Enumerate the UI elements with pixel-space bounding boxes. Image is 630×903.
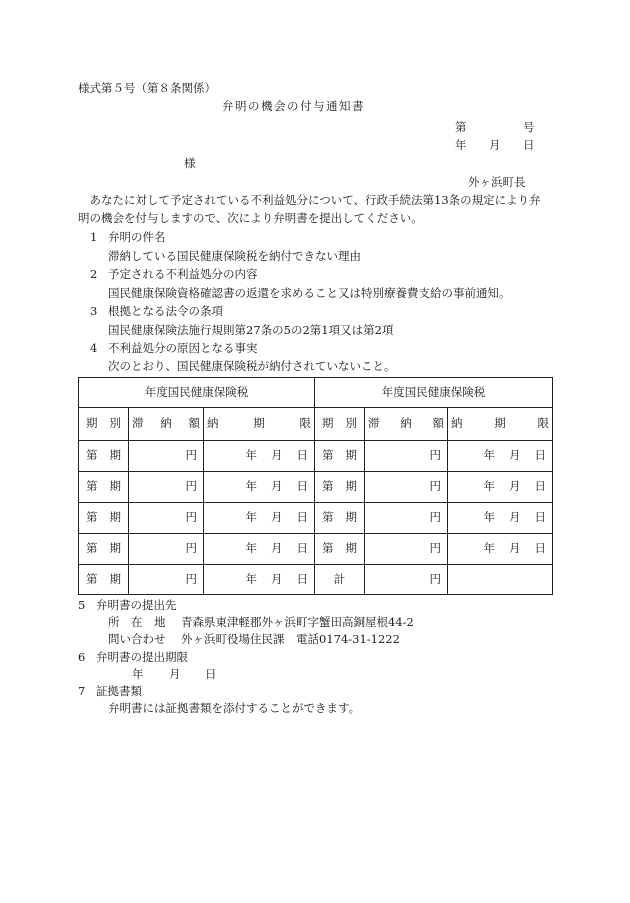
issuer: 外ヶ浜町長 xyxy=(468,175,526,189)
section-3-number: 3 xyxy=(90,304,98,318)
deadline-year: 年 xyxy=(132,667,144,681)
deadline-cell: 年 月 日 xyxy=(448,441,553,472)
doc-number-dai: 第 xyxy=(455,120,467,134)
section-4-heading: 不利益処分の原因となる事実 xyxy=(108,341,258,355)
period-cell: 第 期 xyxy=(315,472,365,503)
period-cell: 第 期 xyxy=(315,441,365,472)
table-row xyxy=(79,565,553,595)
amount-cell: 円 xyxy=(365,534,448,565)
col-deadline-left: 納 期 限 xyxy=(204,408,315,441)
col-kibetsu-left: 期 別 xyxy=(79,408,129,441)
empty-cell xyxy=(448,565,553,595)
deadline-cell: 年 月 日 xyxy=(448,472,553,503)
section-5-number: 5 xyxy=(78,598,86,612)
section-4-body: 次のとおり、国民健康保険税が納付されていないこと。 xyxy=(108,359,396,373)
contact-value: 外ヶ浜町役場住民課 電話0174-31-1222 xyxy=(181,632,400,646)
section-5-heading: 弁明書の提出先 xyxy=(96,598,177,612)
section-2-heading: 予定される不利益処分の内容 xyxy=(108,267,258,281)
section-7-heading: 証拠書類 xyxy=(96,684,142,698)
deadline-month: 月 xyxy=(169,667,181,681)
deadline-cell: 年 月 日 xyxy=(204,441,315,472)
col-amount-left: 滞 納 額 xyxy=(129,408,204,441)
date-day: 日 xyxy=(523,138,535,152)
table-row xyxy=(79,503,553,534)
table-row xyxy=(79,441,553,472)
contact-label: 問い合わせ xyxy=(108,632,166,646)
group-header-right: 年度国民健康保険税 xyxy=(315,378,553,408)
amount-cell: 円 xyxy=(365,503,448,534)
amount-cell: 円 xyxy=(129,534,204,565)
section-4-number: 4 xyxy=(90,341,98,355)
section-7-number: 7 xyxy=(78,684,86,698)
col-amount-right: 滞 納 額 xyxy=(365,408,448,441)
section-1-heading: 弁明の件名 xyxy=(108,230,166,244)
intro-line-1: あなたに対して予定されている不利益処分について、行政手続法第13条の規定により弁 xyxy=(78,193,541,207)
total-amount-cell: 円 xyxy=(365,565,448,595)
section-2-body: 国民健康保険資格確認書の返還を求めること又は特別療養費支給の事前通知。 xyxy=(108,286,511,300)
period-cell: 第 期 xyxy=(315,503,365,534)
section-1-number: 1 xyxy=(90,230,98,244)
period-cell: 第 期 xyxy=(79,503,129,534)
group-header-left: 年度国民健康保険税 xyxy=(79,378,315,408)
address-value: 青森県東津軽郡外ヶ浜町字蟹田高銅屋根44-2 xyxy=(181,615,414,629)
section-3-heading: 根拠となる法令の条項 xyxy=(108,304,223,318)
section-6-heading: 弁明書の提出期限 xyxy=(96,650,188,664)
amount-cell: 円 xyxy=(129,565,204,595)
table-column-header-row xyxy=(79,408,553,441)
period-cell: 第 期 xyxy=(79,441,129,472)
intro-line-2: 明の機会を付与しますので、次により弁明書を提出してください。 xyxy=(78,211,423,225)
amount-cell: 円 xyxy=(365,441,448,472)
section-6-number: 6 xyxy=(78,650,86,664)
section-7-body: 弁明書には証拠書類を添付することができます。 xyxy=(108,701,361,715)
deadline-cell: 年 月 日 xyxy=(204,472,315,503)
deadline-cell: 年 月 日 xyxy=(448,534,553,565)
amount-cell: 円 xyxy=(365,472,448,503)
amount-cell: 円 xyxy=(129,503,204,534)
deadline-cell: 年 月 日 xyxy=(204,565,315,595)
table-row xyxy=(79,534,553,565)
col-kibetsu-right: 期 別 xyxy=(315,408,365,441)
period-cell: 第 期 xyxy=(79,472,129,503)
table-group-header-row xyxy=(79,378,553,408)
form-number: 様式第５号（第８条関係） xyxy=(78,81,216,95)
deadline-cell: 年 月 日 xyxy=(448,503,553,534)
amount-cell: 円 xyxy=(129,441,204,472)
deadline-day: 日 xyxy=(205,667,217,681)
date-year: 年 xyxy=(455,138,467,152)
period-cell: 第 期 xyxy=(79,565,129,595)
deadline-cell: 年 月 日 xyxy=(204,503,315,534)
section-1-body: 滞納している国民健康保険税を納付できない理由 xyxy=(108,249,361,263)
table-row xyxy=(79,472,553,503)
period-cell: 第 期 xyxy=(315,534,365,565)
date-month: 月 xyxy=(489,138,501,152)
deadline-cell: 年 月 日 xyxy=(204,534,315,565)
amount-cell: 円 xyxy=(129,472,204,503)
period-cell: 第 期 xyxy=(79,534,129,565)
document-title: 弁明の機会の付与通知書 xyxy=(222,99,365,113)
total-label-cell: 計 xyxy=(315,565,365,595)
section-2-number: 2 xyxy=(90,267,98,281)
addressee-suffix: 様 xyxy=(184,156,196,170)
table-body xyxy=(79,441,553,595)
section-3-body: 国民健康保険法施行規則第27条の5の2第1項又は第2項 xyxy=(108,323,394,337)
address-label: 所 在 地 xyxy=(108,615,166,629)
tax-arrears-table xyxy=(78,377,553,595)
doc-number-gou: 号 xyxy=(523,120,535,134)
col-deadline-right: 納 期 限 xyxy=(448,408,553,441)
